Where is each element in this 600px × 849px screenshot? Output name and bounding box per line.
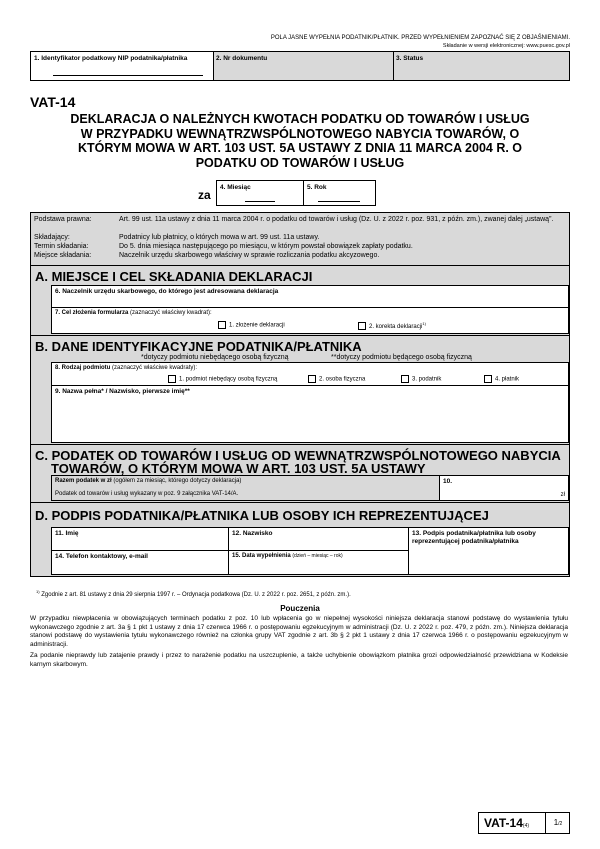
signature-field[interactable]	[408, 527, 569, 575]
footnote-sup: 1)	[36, 589, 40, 594]
currency-label: zł	[560, 492, 565, 498]
section-a	[30, 266, 570, 336]
signature-label: 13. Podpis podatnika/płatnika lub osoby reprezentującej podatnika/płatnika	[412, 530, 536, 545]
period-box	[216, 180, 376, 206]
tax-total-bold: Razem podatek w zł	[55, 478, 112, 484]
checkbox-icon[interactable]	[401, 375, 409, 383]
note-natural: **dotyczy podmiotu będącego osobą fizyczną	[331, 354, 472, 361]
entity-type-num: 8. Rodzaj podmiotu	[55, 365, 111, 371]
doc-number-field	[213, 52, 394, 80]
date-field[interactable]	[228, 550, 409, 575]
purpose-num: 7. Cel złożenia formularza	[55, 310, 129, 316]
tax-total-row	[51, 475, 569, 501]
entity-opt2-label: 2. osoba fizyczna	[319, 376, 366, 383]
header-instruction: POLA JASNE WYPEŁNIA PODATNIK/PŁATNIK. PRZED WYPEŁNIENIEM ZAPOZNAĆ SIĘ Z OBJAŚNIENIAMI.	[270, 35, 570, 41]
tax-total-input[interactable]	[440, 476, 568, 500]
checkbox-icon[interactable]	[218, 321, 226, 329]
nip-label: 1. Identyfikator podatkowy NIP podatnika/płatnika	[34, 55, 188, 62]
form-code: VAT-14	[30, 94, 76, 110]
footer-page	[545, 813, 570, 833]
last-name-field[interactable]	[228, 527, 409, 551]
checkbox-icon[interactable]	[358, 322, 366, 330]
purpose-opt1[interactable]	[218, 321, 285, 329]
entity-opt3-label: 3. podatnik	[412, 376, 442, 383]
purpose-label	[55, 310, 212, 316]
section-c-title: C. PODATEK OD TOWARÓW I USŁUG OD WEWNĄTRZWSPÓLNOTOWEGO NABYCIA	[35, 448, 561, 463]
footer-version: (4)	[522, 823, 530, 829]
instruction-title: Pouczenia	[280, 604, 320, 613]
checkbox-icon[interactable]	[308, 375, 316, 383]
contact-field[interactable]	[51, 550, 229, 575]
opt2-sup: 1)	[422, 321, 426, 326]
nip-ticks	[53, 71, 203, 76]
contact-label: 14. Telefon kontaktowy, e-mail	[55, 553, 148, 560]
legal-text: Art. 99 ust. 11a ustawy z dnia 11 marca 2004 r. o podatku od towarów i usług (Dz. U. z 2022 r. poz. 931, z późn. zm.), zwanej dalej „ustawą”.	[119, 216, 554, 223]
section-b-title: B. DANE IDENTYFIKACYJNE PODATNIKA/PŁATNIKA	[35, 339, 362, 354]
entity-type-field	[51, 362, 569, 386]
tax-total-num: 10.	[443, 478, 453, 485]
opt2-label: 2. korekta deklaracji	[369, 324, 423, 330]
legal-label: Podstawa prawna:	[34, 216, 92, 223]
name-field[interactable]	[51, 386, 569, 443]
place-text: Naczelnik urzędu skarbowego właściwy w sprawie rozliczania podatku akcyzowego.	[119, 252, 380, 259]
purpose-opt2[interactable]	[358, 321, 426, 330]
status-field	[393, 52, 569, 80]
last-name-label: 12. Nazwisko	[232, 530, 273, 537]
doc-number-label: 2. Nr dokumentu	[216, 55, 268, 62]
entity-opt2[interactable]	[308, 375, 365, 383]
section-d	[30, 503, 570, 577]
tax-total-desc	[52, 476, 440, 500]
year-field[interactable]	[304, 181, 375, 205]
checkbox-icon[interactable]	[168, 375, 176, 383]
footnote-text: Zgodnie z art. 81 ustawy z dnia 29 sierpnia 1997 r. – Ordynacja podatkowa (Dz. U. z 2022 r. poz. 2651, z późn. zm.).	[41, 592, 351, 598]
month-ticks	[245, 197, 275, 202]
header-efiling: Składanie w wersji elektronicznej: www.puesc.gov.pl	[442, 43, 570, 49]
section-d-title: D. PODPIS PODATNIKA/PŁATNIKA LUB OSOBY ICH REPREZENTUJĄCEJ	[35, 508, 489, 523]
tax-total-hint: (ogółem za miesiąc, którego dotyczy deklaracja)	[113, 478, 242, 484]
tax-office-label: 6. Naczelnik urzędu skarbowego, do którego jest adresowana deklaracja	[55, 288, 279, 295]
year-label: 5. Rok	[307, 184, 327, 191]
date-label	[232, 553, 343, 559]
month-label: 4. Miesiąc	[220, 184, 251, 191]
purpose-hint: (zaznaczyć właściwy kwadrat):	[130, 310, 212, 316]
section-c	[30, 445, 570, 503]
first-name-label: 11. Imię	[55, 530, 79, 537]
purpose-field	[51, 308, 569, 334]
footer-page-total: /2	[558, 821, 563, 827]
tax-office-field[interactable]	[51, 285, 569, 308]
footnote	[36, 589, 351, 598]
note-non-natural: *dotyczy podmiotu niebędącego osobą fizyczną	[141, 354, 289, 361]
tax-total-text: Podatek od towarów i usług wykazany w poz. 9 załącznika VAT-14/A.	[55, 491, 239, 497]
entity-opt4-label: 4. płatnik	[495, 376, 520, 383]
date-hint: (dzień – miesiąc – rok)	[292, 553, 343, 559]
place-label: Miejsce składania:	[34, 252, 92, 259]
section-a-title: A. MIEJSCE I CEL SKŁADANIA DEKLARACJI	[35, 269, 313, 284]
form-title: DEKLARACJA O NALEŻNYCH KWOTACH PODATKU OD TOWARÓW I USŁUG W PRZYPADKU WEWNĄTRZWSPÓLNOTOWEGO NABYCIA TOWARÓW, O KTÓRYM MOWA W ART. 103 UST. 5A USTAWY Z DNIA 11 MARCA 2004 R. O PODATKU OD TOWARÓW I USŁUG	[70, 112, 530, 170]
first-name-field[interactable]	[51, 527, 229, 551]
deadline-text: Do 5. dnia miesiąca następującego po miesiącu, w którym powstał obowiązek zapłaty podatku.	[119, 243, 413, 250]
name-label: 9. Nazwa pełna* / Nazwisko, pierwsze imię**	[55, 388, 190, 395]
section-c-title-cont: TOWARÓW, O KTÓRYM MOWA W ART. 103 UST. 5A USTAWY	[51, 461, 426, 476]
footer-box	[478, 812, 570, 834]
period-za: za	[198, 188, 211, 202]
filer-label: Składający:	[34, 234, 70, 241]
entity-opt3[interactable]	[401, 375, 441, 383]
entity-type-hint: (zaznaczyć właściwe kwadraty):	[112, 365, 198, 371]
checkbox-icon[interactable]	[484, 375, 492, 383]
instruction-p2: Za podanie nieprawdy lub zatajenie prawdy i przez to narażenie podatku na uszczuplenie, a także uchybienie obowiązkom płatnika grozi odpowiedzialność przewidziana w Kodeksie karnym skarbowym.	[30, 652, 568, 668]
entity-opt1[interactable]	[168, 375, 277, 383]
status-label: 3. Status	[396, 55, 424, 62]
date-num: 15. Data wypełnienia	[232, 553, 291, 559]
top-fields	[30, 51, 570, 81]
footer-code-text: VAT-14	[484, 816, 523, 830]
section-b	[30, 336, 570, 445]
entity-opt4[interactable]	[484, 375, 519, 383]
instruction-p1: W przypadku niewpłacenia w obowiązujących terminach podatku z poz. 10 lub wpłacenia go w niepełnej wysokości niniejsza deklaracja stanowi podstawę do wystawienia tytułu wykonawczego zgodnie z art. 3a § 1 pkt 1 ustawy z dnia 17 czerwca 1966 r. o postępowaniu egzekucyjnym w administracji (Dz. U. z 2022 r. poz. 479, z późn. zm.). Niniejsza deklaracja stanowi podstawę do wystawienia tytułu wykonawczego również na członka grupy VAT zgodnie z art. 3b § 2 pkt 1 ustawy z dnia 17 czerwca 1966 r. o postępowaniu egzekucyjnym w administracji.	[30, 615, 568, 648]
footer-code	[484, 816, 529, 830]
nip-field[interactable]	[31, 52, 214, 80]
deadline-label: Termin składania:	[34, 243, 89, 250]
tax-total-label	[55, 478, 241, 484]
opt1-label: 1. złożenie deklaracji	[229, 322, 285, 329]
year-ticks	[318, 197, 360, 202]
filer-text: Podatnicy lub płatnicy, o których mowa w art. 99 ust. 11a ustawy.	[119, 234, 320, 241]
footer-page-num: 1	[553, 818, 559, 827]
entity-opt1-label: 1. podmiot niebędący osobą fizyczną	[179, 376, 278, 383]
info-block	[30, 212, 570, 266]
entity-type-label	[55, 365, 197, 371]
month-field[interactable]	[217, 181, 304, 205]
